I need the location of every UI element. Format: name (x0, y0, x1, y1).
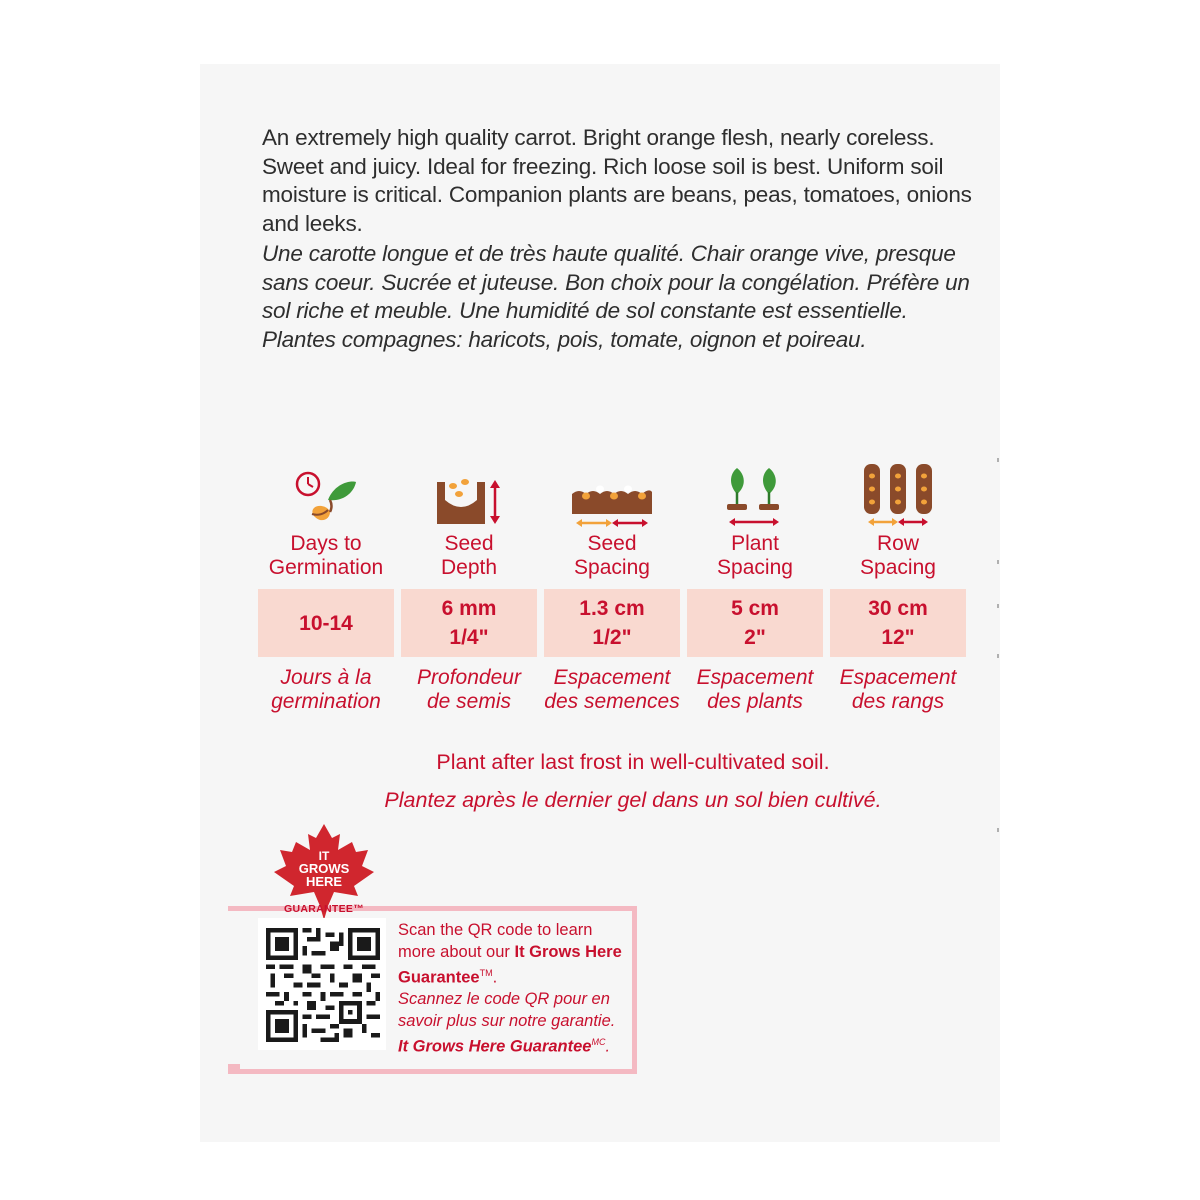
edge-mark (997, 828, 999, 832)
description-french: Une carotte longue et de très haute qualité. Chair orange vive, presque sans coeur. Sucrée et juteuse. Bon choix pour la congélation. Préfère un sol riche et meuble. Une humidité de sol constante est essentielle. Plantes compagnes: haricots, pois, tomate, oignon et poireau. (262, 241, 970, 352)
label-line: Espacement (839, 666, 957, 689)
value-line: 1/4" (449, 626, 489, 649)
label-line: Spacing (860, 555, 936, 579)
germination-label-en (258, 532, 394, 579)
qr-en-guarantee-name: It Grows Here Guarantee (398, 942, 622, 987)
germination-value-box (258, 589, 394, 657)
seed-depth-label-fr (401, 666, 537, 713)
label-line: Espacement (553, 666, 671, 689)
logo-text-line: HERE (305, 874, 343, 889)
description-english: An extremely high quality carrot. Bright orange flesh, nearly coreless. Sweet and juicy. Ideal for freezing. Rich loose soil is best. Uniform soil moisture is critical. Companion plants are beans, peas, tomatoes, onions and leeks. (262, 125, 972, 236)
qr-fr-end: . (605, 1037, 611, 1056)
guarantee-label: GUARANTEE™ (283, 903, 364, 915)
value-line: 10-14 (299, 611, 353, 635)
row-spacing-value-box (830, 589, 966, 657)
planting-note-french: Plantez après le dernier gel dans un sol bien cultivé. (384, 788, 882, 812)
clock-seedling-icon (258, 462, 394, 530)
seed-depth-label-en (401, 532, 537, 579)
qr-fr-text: Scannez le code QR pour en savoir plus sur notre garantie. (398, 990, 616, 1030)
label-line: Seed (587, 532, 637, 555)
label-line: Jours à la (280, 666, 372, 689)
row-spacing-label-en (830, 532, 966, 579)
label-line: Depth (440, 555, 498, 579)
row-spacing-icon (830, 462, 966, 530)
qr-en-text: Scan the QR code to learn more about our (398, 921, 593, 961)
row-spacing-label-fr (830, 666, 966, 713)
value-line: 12" (881, 626, 915, 649)
edge-mark (997, 604, 999, 608)
planting-note-english: Plant after last frost in well-cultivated soil. (436, 750, 830, 774)
label-line: Plant (731, 532, 779, 555)
value-line: 1.3 cm (579, 597, 645, 620)
label-line: Spacing (574, 555, 650, 579)
label-line: des rangs (851, 689, 945, 713)
germination-label-fr (258, 666, 394, 713)
label-line: Espacement (696, 666, 814, 689)
qr-code[interactable] (266, 928, 380, 1042)
trademark-mark: MC (591, 1037, 606, 1047)
seed-spacing-icon (544, 462, 680, 530)
qr-description (398, 920, 628, 1058)
label-line: de semis (426, 689, 512, 713)
label-line: des plants (707, 689, 803, 713)
seed-depth-icon (401, 462, 537, 530)
edge-mark (997, 654, 999, 658)
value-line: 1/2" (592, 626, 632, 649)
label-line: Row (876, 532, 919, 555)
seed-depth-value-box (401, 589, 537, 657)
label-line: Profondeur (417, 666, 521, 689)
edge-mark (997, 458, 999, 462)
plant-spacing-icon (687, 462, 823, 530)
label-line: Days to (290, 532, 362, 555)
value-line: 30 cm (868, 597, 928, 620)
edge-mark (997, 560, 999, 564)
seed-spacing-value-box (544, 589, 680, 657)
value-line: 5 cm (731, 597, 779, 620)
logo-text-line: IT (318, 849, 330, 863)
label-line: Germination (268, 555, 384, 579)
plant-spacing-value-box (687, 589, 823, 657)
logo-text-line: GROWS (298, 861, 350, 876)
plant-spacing-label-fr (687, 666, 823, 713)
value-line: 6 mm (441, 597, 497, 620)
qr-description-french (398, 989, 628, 1058)
qr-frame-corner (228, 1064, 240, 1069)
qr-fr-guarantee-name: It Grows Here Guarantee (398, 1037, 592, 1056)
qr-description-english (398, 920, 628, 989)
label-line: germination (271, 689, 381, 713)
value-line: 2" (744, 626, 766, 649)
trademark-mark: TM (479, 968, 493, 978)
label-line: Spacing (717, 555, 793, 579)
seed-spacing-label-fr (544, 666, 680, 713)
plant-spacing-label-en (687, 532, 823, 579)
qr-en-end: . (492, 968, 498, 987)
label-line: des semences (544, 689, 680, 713)
seed-spacing-label-en (544, 532, 680, 579)
label-line: Seed (444, 532, 494, 555)
